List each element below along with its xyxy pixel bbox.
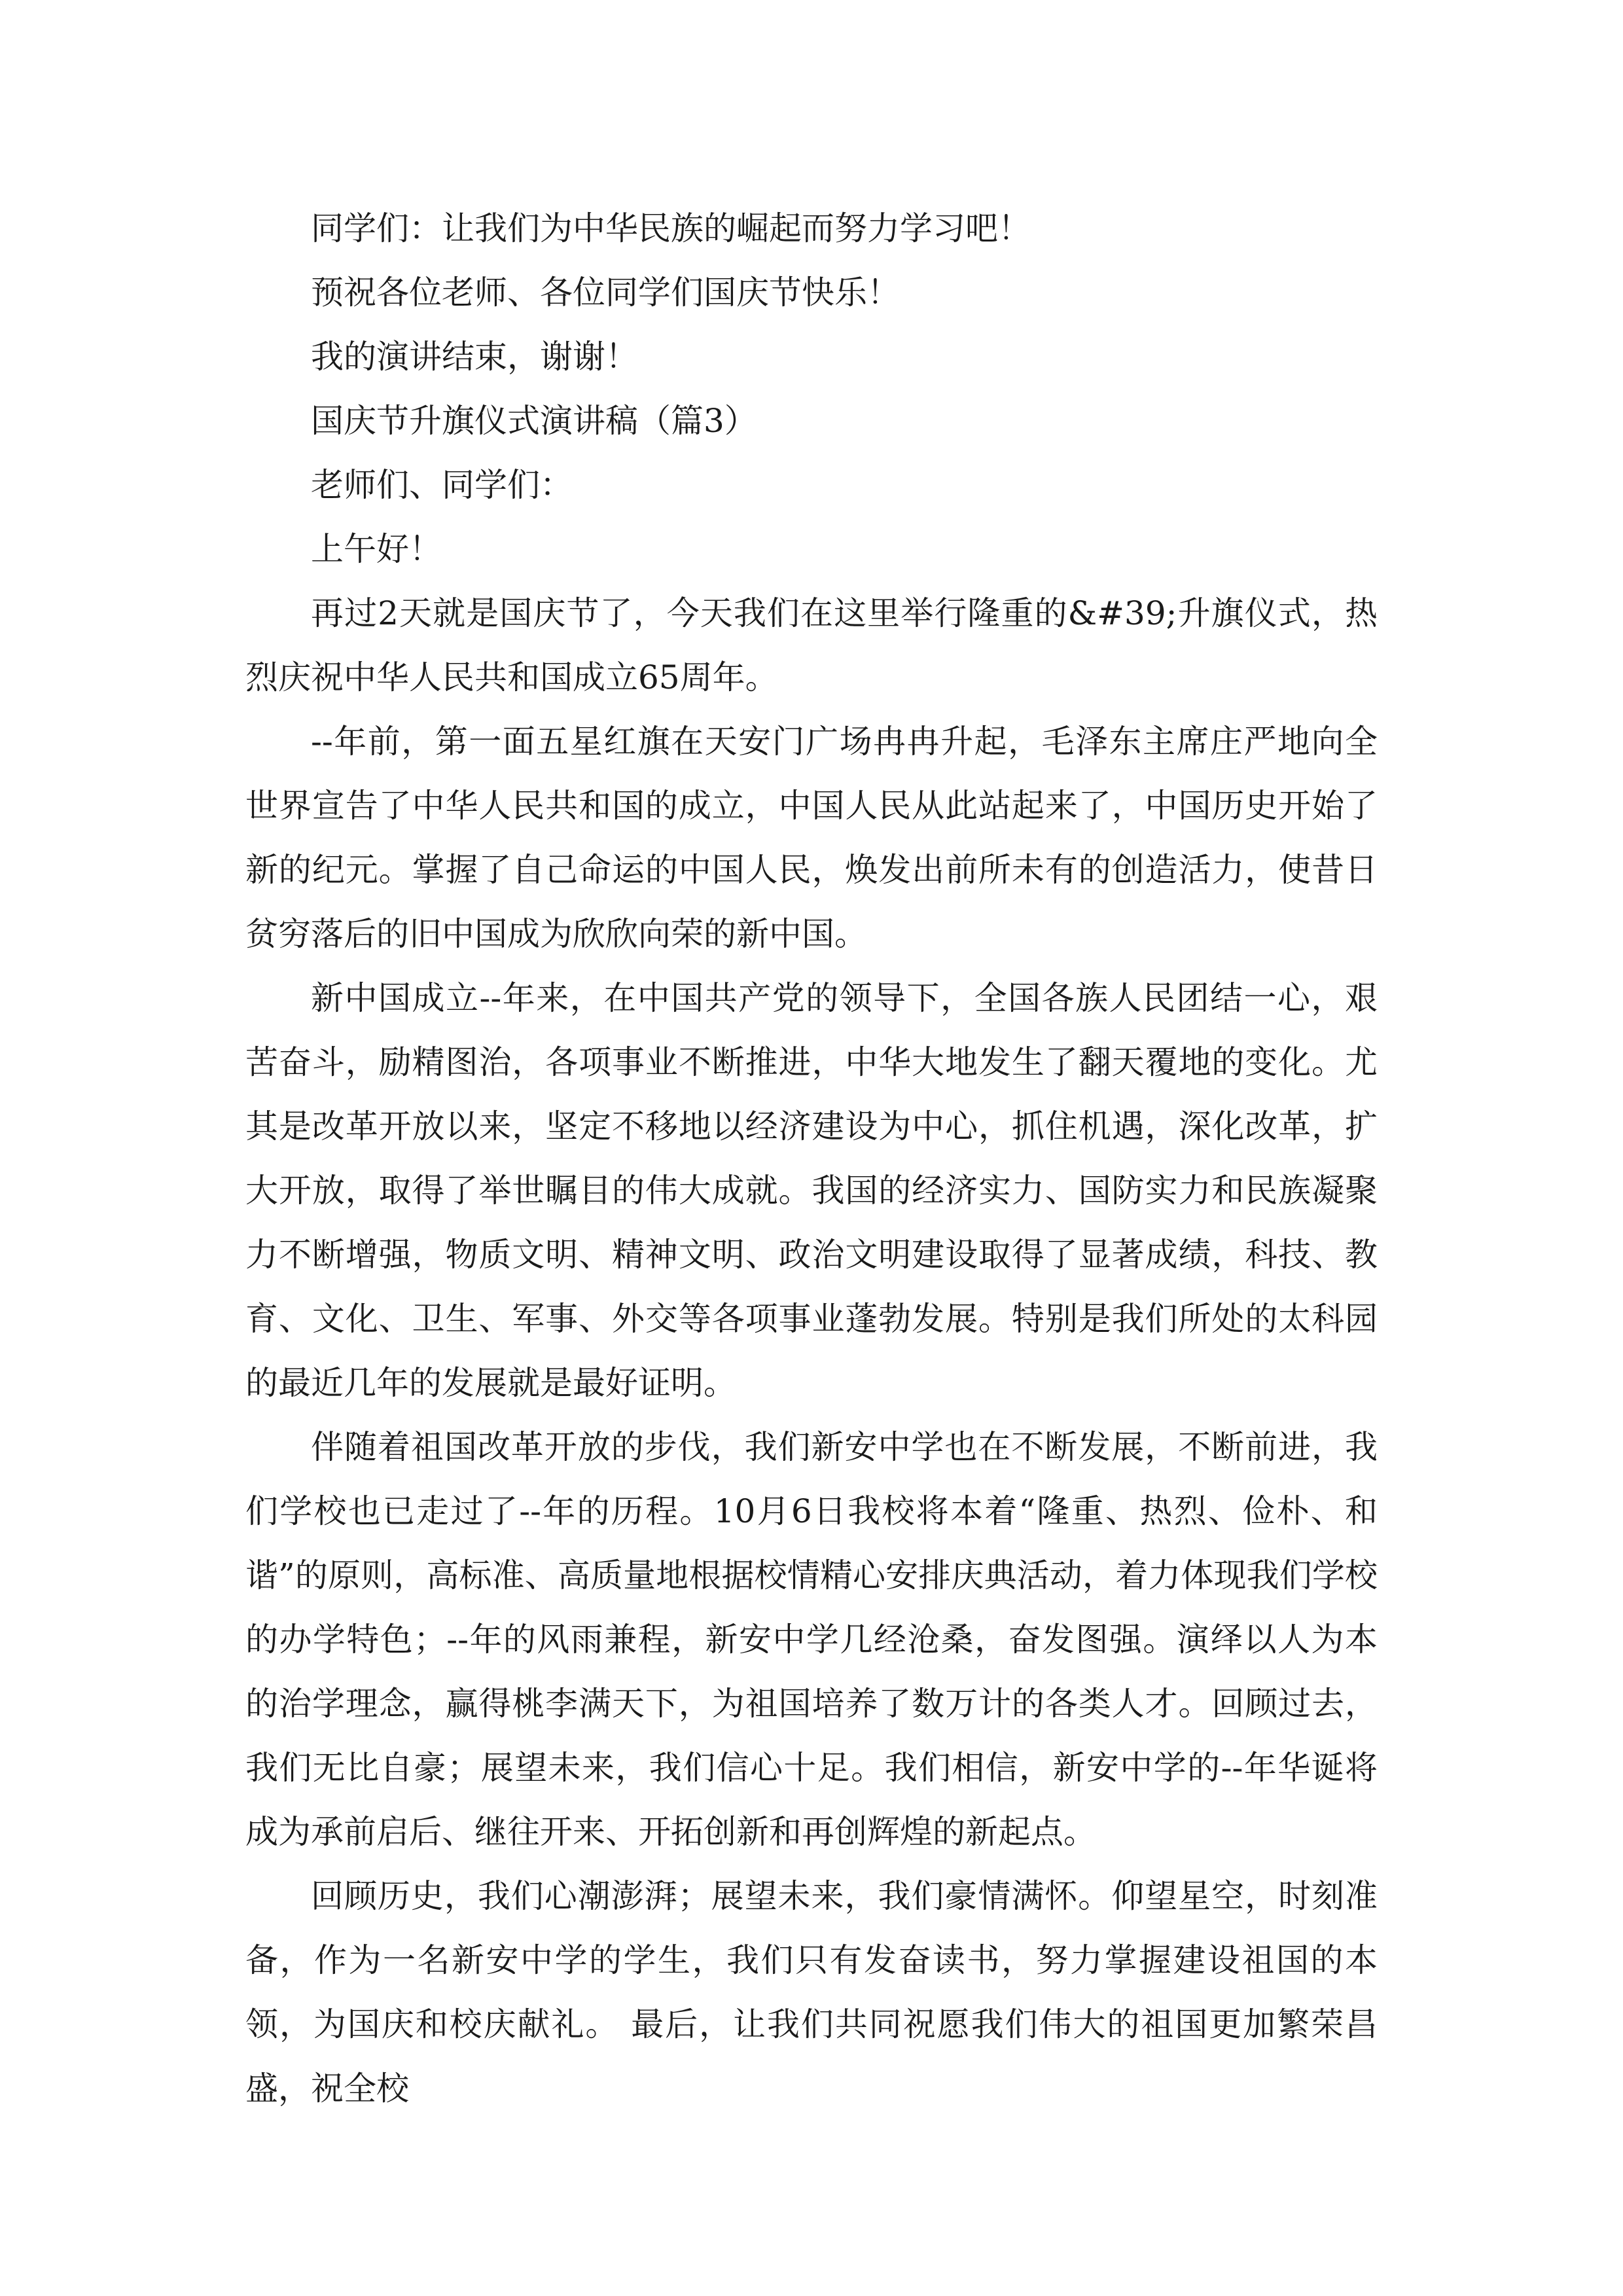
body-paragraph: 新中国成立--年来，在中国共产党的领导下，全国各族人民团结一心，艰苦奋斗，励精图治，各项事业不断推进，中华大地发生了翻天覆地的变化。尤其是改革开放以来，坚定不移地以经济建设为中心，抓住机遇，深化改革，扩大开放，取得了举世瞩目的伟大成就。我国的经济实力、国防实力和民族凝聚力不断增强，物质文明、精神文明、政治文明建设取得了显著成绩，科技、教育、文化、卫生、军事、外交等各项事业蓬勃发展。特别是我们所处的太科园的最近几年的发展就是最好证明。 — [245, 979, 1378, 1402]
body-paragraph: 伴随着祖国改革开放的步伐，我们新安中学也在不断发展，不断前进，我们学校也已走过了--年的历程。10月6日我校将本着“隆重、热烈、俭朴、和谐”的原则，高标准、高质量地根据校情精心安排庆典活动，着力体现我们学校的办学特色；--年的风雨兼程，新安中学几经沧桑，奋发图强。演绎以人为本的治学理念，赢得桃李满天下，为祖国培养了数万计的各类人才。回顾过去，我们无比自豪；展望未来，我们信心十足。我们相信，新安中学的--年华诞将成为承前启后、继往开来、开拓创新和再创辉煌的新起点。 — [245, 1428, 1378, 1851]
closing-exhortation: 同学们：让我们为中华民族的崛起而努力学习吧！ — [311, 209, 1031, 247]
body-paragraph: 回顾历史，我们心潮澎湃；展望未来，我们豪情满怀。仰望星空，时刻准备，作为一名新安中学的学生，我们只有发奋读书，努力掌握建设祖国的本领，为国庆和校庆献礼。 最后，让我们共同祝愿我们伟大的祖国更加繁荣昌盛，祝全校 — [245, 1877, 1378, 2108]
greeting: 上午好！ — [311, 530, 442, 568]
section-title: 国庆节升旗仪式演讲稿（篇3） — [311, 402, 757, 440]
salutation: 老师们、同学们： — [311, 466, 573, 504]
body-paragraph: 再过2天就是国庆节了，今天我们在这里举行隆重的&#39;升旗仪式，热烈庆祝中华人民共和国成立65周年。 — [245, 594, 1378, 696]
document-page — [245, 196, 1378, 2121]
body-paragraph: --年前，第一面五星红旗在天安门广场冉冉升起，毛泽东主席庄严地向全世界宣告了中华人民共和国的成立，中国人民从此站起来了，中国历史开始了新的纪元。掌握了自己命运的中国人民，焕发出前所未有的创造活力，使昔日贫穷落后的旧中国成为欣欣向荣的新中国。 — [245, 723, 1378, 953]
speech-end: 我的演讲结束，谢谢！ — [311, 338, 638, 376]
holiday-wish: 预祝各位老师、各位同学们国庆节快乐！ — [311, 274, 900, 312]
